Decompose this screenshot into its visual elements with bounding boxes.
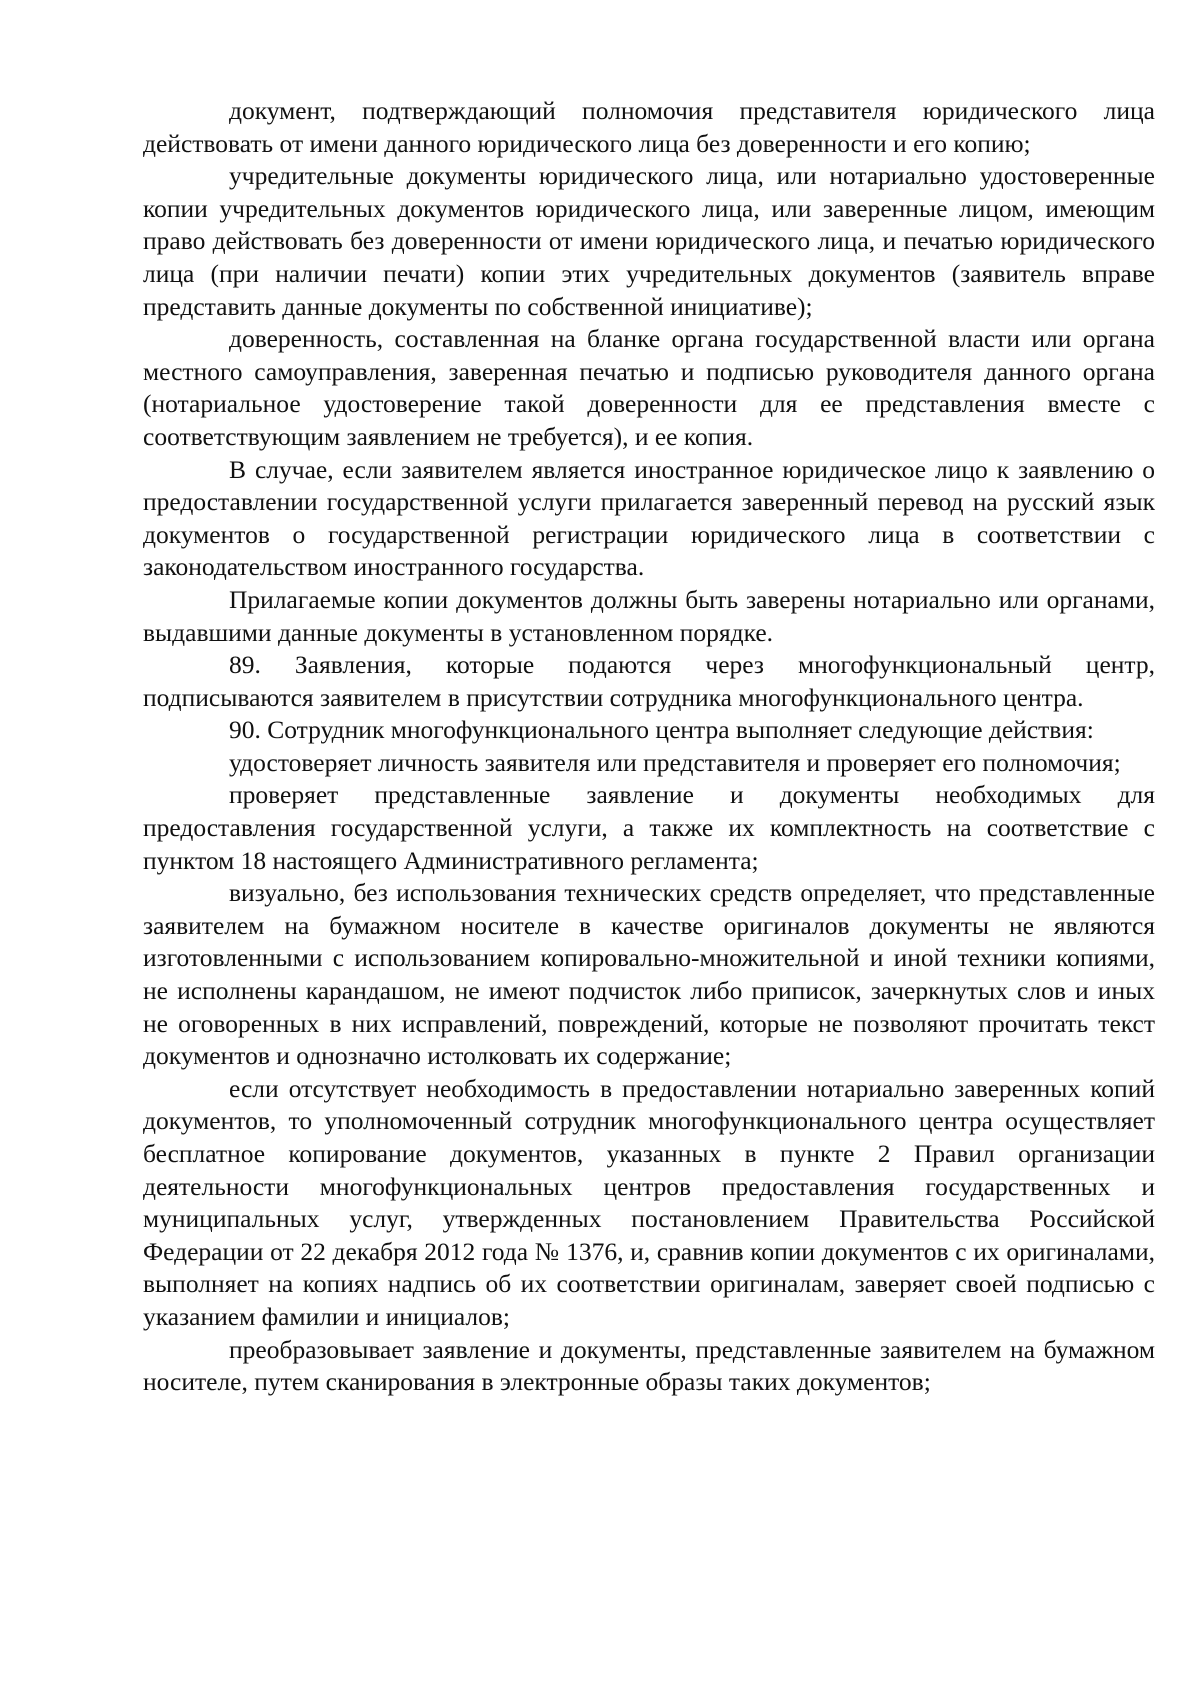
document-page	[143, 95, 1155, 1399]
paragraph-scanning: преобразовывает заявление и документы, представленные заявителем на бумажном носителе, путем сканирования в электронные образы таких документов;	[143, 1334, 1155, 1397]
paragraph-founding-documents: учредительные документы юридического лица, или нотариально удостоверенные копии учредительных документов юридического лица, или заверенные лицом, имеющим право действовать без доверенности от имени юридического лица, и печатью юридического лица (при наличии печати) копии этих учредительных документов (заявитель вправе представить данные документы по собственной инициативе);	[143, 161, 1155, 321]
paragraph-documents-check: проверяет представленные заявление и документы необходимых для предоставления государственной услуги, а также их комплектность на соответствие с пунктом 18 настоящего Административного регламента;	[143, 780, 1155, 875]
paragraph-item-90: 90. Сотрудник многофункционального центра выполняет следующие действия:	[229, 715, 1094, 745]
paragraph-certified-copies: Прилагаемые копии документов должны быть заверены нотариально или органами, выдавшими данные документы в установленном порядке.	[143, 584, 1155, 647]
paragraph-representative-authority-document: документ, подтверждающий полномочия представителя юридического лица действовать от имени данного юридического лица без доверенности и его копию;	[143, 96, 1155, 158]
paragraph-identity-check: удостоверяет личность заявителя или представителя и проверяет его полномочия;	[229, 747, 1121, 777]
paragraph-item-89: 89. Заявления, которые подаются через многофункциональный центр, подписываются заявителем в присутствии сотрудника многофункционального центра.	[143, 650, 1155, 712]
paragraph-visual-inspection: визуально, без использования технических средств определяет, что представленные заявителем на бумажном носителе в качестве оригиналов документы не являются изготовленными с использованием копировально-множительной и иной техники копиями, не исполнены карандашом, не имеют подчисток либо приписок, зачеркнутых слов и иных не оговоренных в них исправлений, повреждений, которые не позволяют прочитать текст документов и однозначно истолковать их содержание;	[143, 878, 1155, 1071]
paragraph-free-copying: если отсутствует необходимость в предоставлении нотариально заверенных копий документов, то уполномоченный сотрудник многофункционального центра осуществляет бесплатное копирование документов, указанных в пункте 2 Правил организации деятельности многофункциональных центров предоставления государственных и муниципальных услуг, утвержденных постановлением Правительства Российской Федерации от 22 декабря 2012 года № 1376, и, сравнив копии документов с их оригиналами, выполняет на копиях надпись об их соответствии оригиналам, заверяет своей подписью с указанием фамилии и инициалов;	[143, 1073, 1155, 1331]
paragraph-foreign-legal-entity: В случае, если заявителем является иностранное юридическое лицо к заявлению о предоставлении государственной услуги прилагается заверенный перевод на русский язык документов о государственной регистрации юридического лица в соответствии с законодательством иностранного государства.	[143, 454, 1155, 582]
paragraph-power-of-attorney: доверенность, составленная на бланке органа государственной власти или органа местного самоуправления, заверенная печатью и подписью руководителя данного органа (нотариальное удостоверение такой доверенности для ее представления вместе с соответствующим заявлением не требуется), и ее копия.	[143, 324, 1155, 451]
